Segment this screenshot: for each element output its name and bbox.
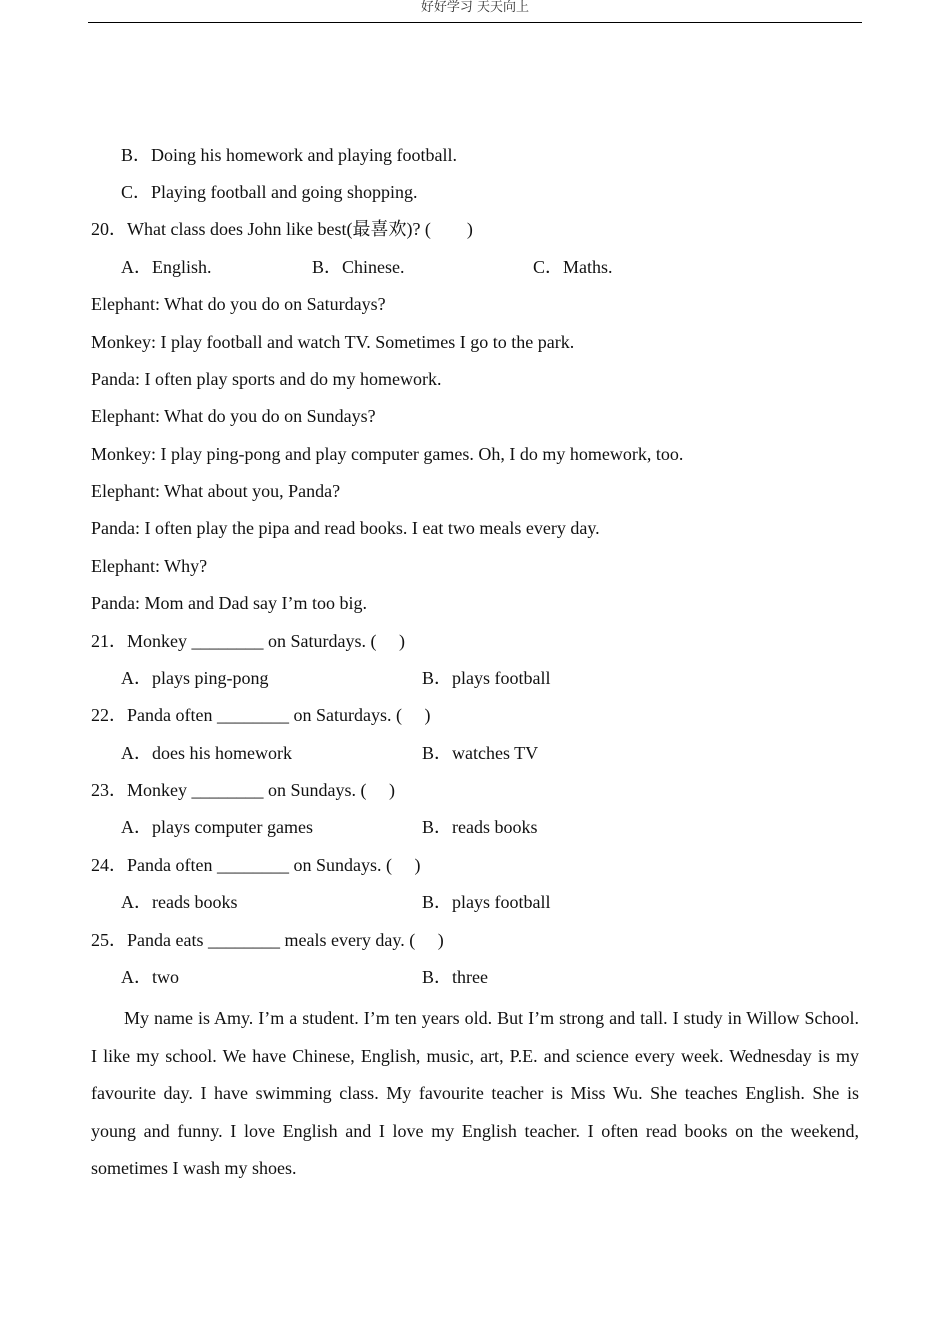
q19-option-b: B．Doing his homework and playing football. — [121, 145, 457, 165]
q23-option-a: A．plays computer games — [121, 817, 313, 837]
q24-option-a: A．reads books — [121, 892, 238, 912]
dialogue-line: Monkey: I play football and watch TV. Sometimes I go to the park. — [91, 332, 575, 352]
q21-option-a: A．plays ping-pong — [121, 668, 269, 688]
dialogue-line: Elephant: What about you, Panda? — [91, 481, 341, 501]
q20-option-b: B．Chinese. — [312, 257, 405, 277]
page-header: 好好学习 天天向上 — [88, 0, 862, 23]
q20-question: 20．What class does John like best(最喜欢)? ( ) — [91, 219, 473, 239]
dialogue-line: Panda: I often play sports and do my homework. — [91, 369, 442, 389]
q24-question: 24．Panda often ________ on Sundays. ( ) — [91, 855, 421, 875]
q25-question: 25．Panda eats ________ meals every day. ( ) — [91, 930, 444, 950]
q22-option-a: A．does his homework — [121, 743, 292, 763]
reading-passage: My name is Amy. I’m a student. I’m ten years old. But I’m strong and tall. I study in Willow School. I like my school. We have Chinese, English, music, art, P.E. and science every week. Wednesday is my favourite day. I have swimming class. My favourite teacher is Miss Wu. She teaches English. She is young and funny. I love English and I love my English teacher. I often read books on the weekend, sometimes I wash my shoes. — [91, 1008, 859, 1178]
dialogue-line: Elephant: What do you do on Saturdays? — [91, 294, 386, 314]
q24-option-b: B．plays football — [422, 892, 551, 912]
q21-question: 21．Monkey ________ on Saturdays. ( ) — [91, 631, 405, 651]
q19-option-c: C．Playing football and going shopping. — [121, 182, 418, 202]
q25-option-b: B．three — [422, 967, 488, 987]
q25-option-a: A．two — [121, 967, 179, 987]
q22-option-b: B．watches TV — [422, 743, 539, 763]
q20-option-a: A．English. — [121, 257, 212, 277]
dialogue-line: Panda: I often play the pipa and read books. I eat two meals every day. — [91, 518, 600, 538]
dialogue-line: Monkey: I play ping-pong and play computer games. Oh, I do my homework, too. — [91, 444, 684, 464]
q20-option-c: C．Maths. — [533, 257, 613, 277]
q23-question: 23．Monkey ________ on Sundays. ( ) — [91, 780, 395, 800]
q22-question: 22．Panda often ________ on Saturdays. ( ) — [91, 705, 431, 725]
dialogue-line: Elephant: Why? — [91, 556, 208, 576]
dialogue-line: Elephant: What do you do on Sundays? — [91, 406, 376, 426]
q23-option-b: B．reads books — [422, 817, 538, 837]
q21-option-b: B．plays football — [422, 668, 551, 688]
dialogue-line: Panda: Mom and Dad say I’m too big. — [91, 593, 367, 613]
